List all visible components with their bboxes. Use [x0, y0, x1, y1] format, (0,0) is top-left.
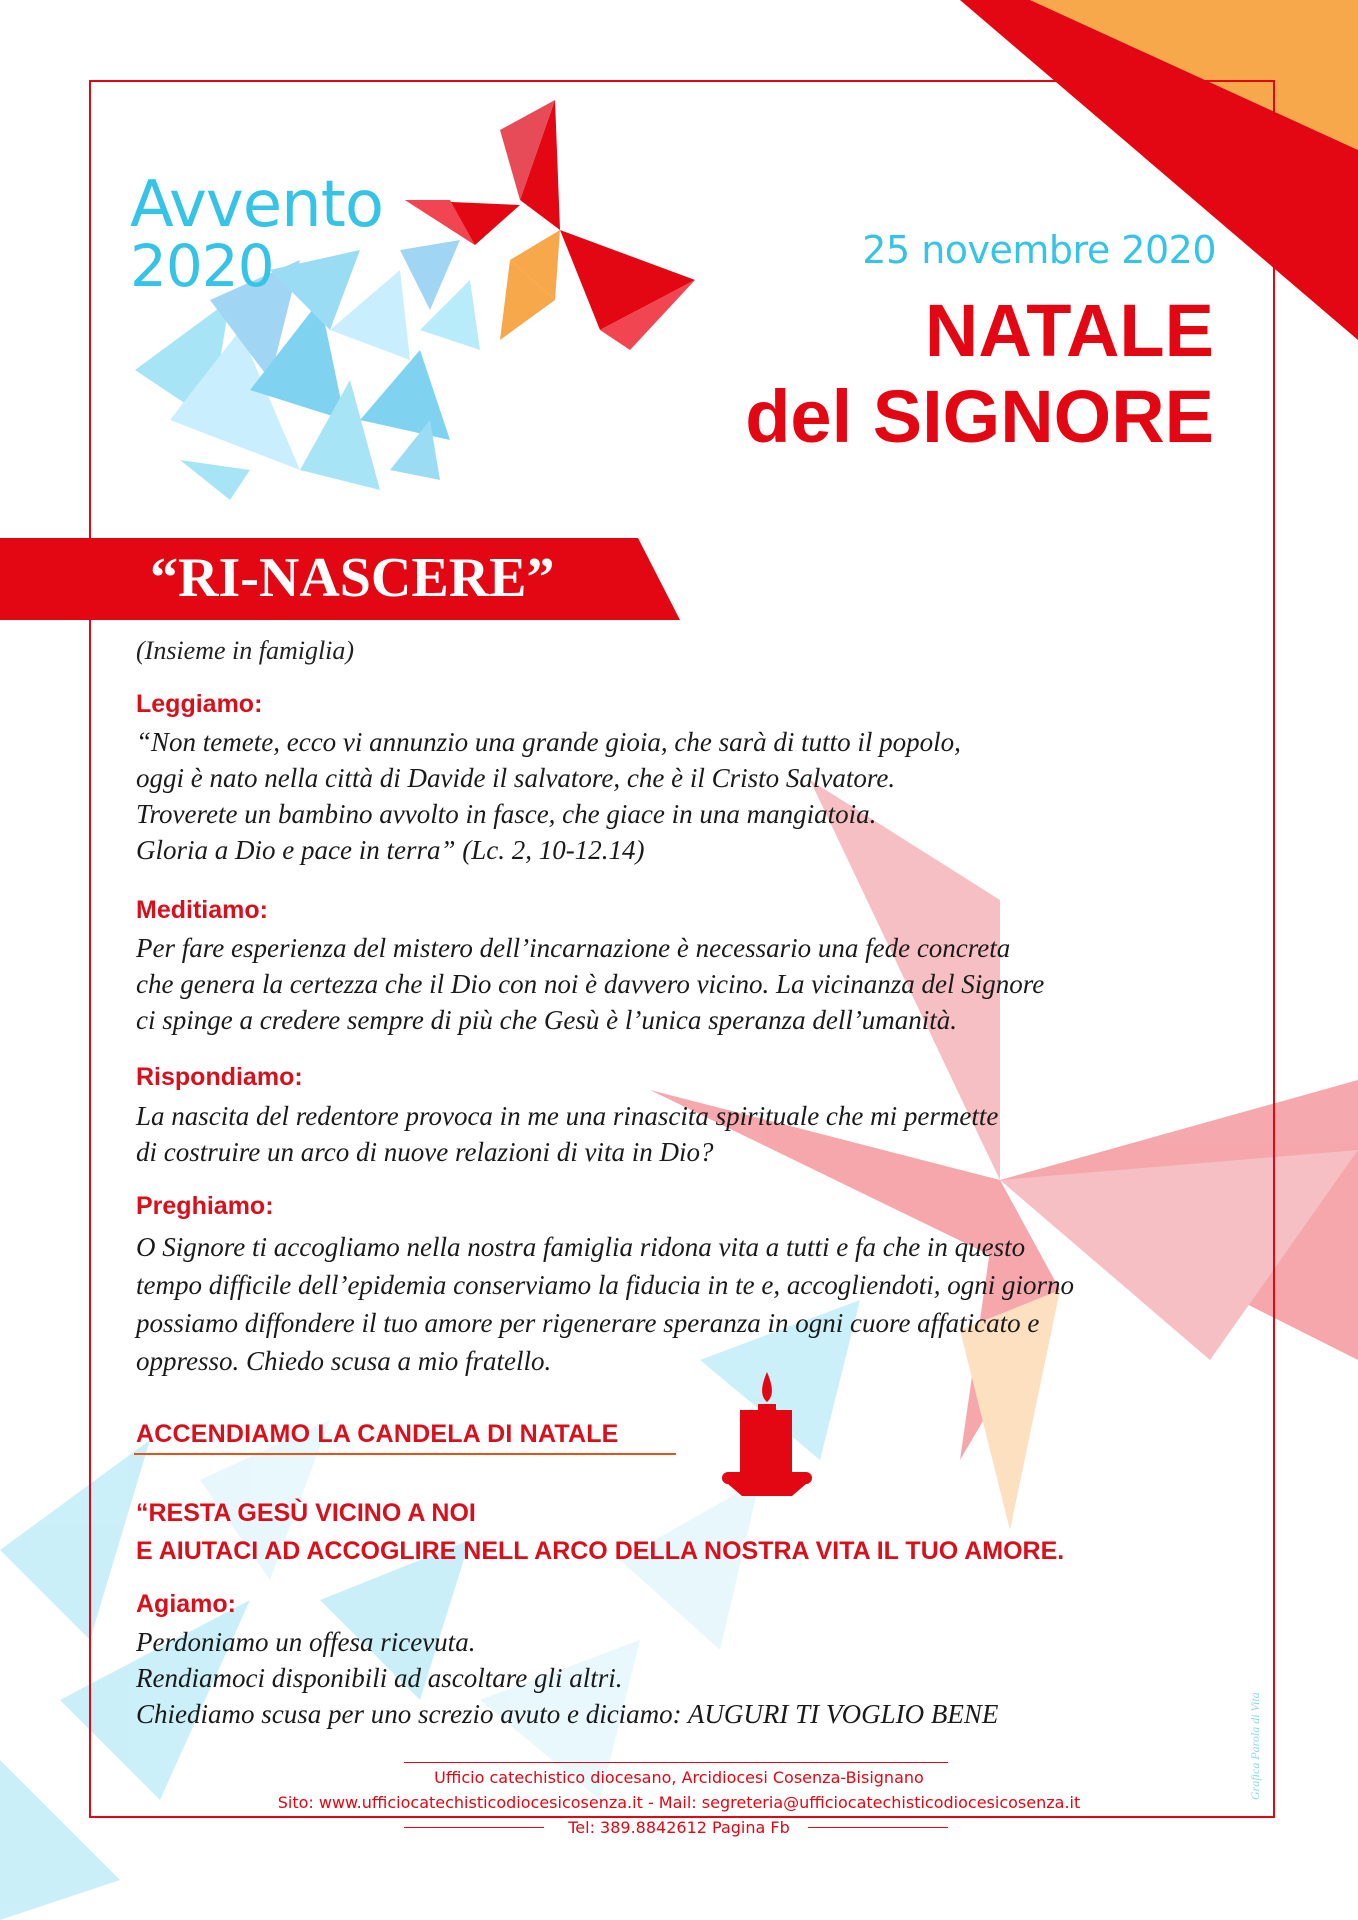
text-line: oggi è nato nella città di Davide il salvatore, che è il Cristo Salvatore.	[136, 763, 896, 793]
text-line: Per fare esperienza del mistero dell’incarnazione è necessario una fede concreta	[136, 933, 1011, 963]
text-line: che genera la certezza che il Dio con noi è davvero vicino. La vicinanza del Signore	[136, 969, 1045, 999]
date-label: 25 novembre 2020	[862, 228, 1216, 272]
section-text-rispondiamo	[136, 1098, 998, 1170]
page-title-line2: del SIGNORE	[745, 375, 1214, 458]
graphic-credit: Grafica Parola di Vita	[1248, 1692, 1262, 1800]
footer-line2: Sito: www.ufficiocatechisticodiocesicosenza.it - Mail: segreteria@ufficiocatechisticodiocesicosenza.it	[277, 1793, 1081, 1812]
candle-prayer	[136, 1494, 1064, 1570]
text-line: O Signore ti accogliamo nella nostra famiglia ridona vita a tutti e fa che in questo	[136, 1232, 1026, 1262]
banner-title: “RI-NASCERE”	[150, 547, 555, 609]
prayer-line: E AIUTACI AD ACCOGLIRE NELL ARCO DELLA NOSTRA VITA IL TUO AMORE.	[136, 1537, 1065, 1565]
footer-line3: Tel: 389.8842612 Pagina Fb	[568, 1818, 790, 1837]
section-heading-agiamo: Agiamo:	[136, 1590, 236, 1618]
section-heading-rispondiamo: Rispondiamo:	[136, 1063, 303, 1091]
text-line: Perdoniamo un offesa ricevuta.	[136, 1627, 476, 1657]
footer-divider-right	[808, 1827, 948, 1828]
section-text-meditiamo	[136, 930, 1044, 1038]
candle-heading-underline	[134, 1453, 676, 1455]
page-title-line1: NATALE	[924, 289, 1214, 372]
logo-avvento-text: Avvento	[130, 168, 383, 242]
section-text-agiamo	[136, 1624, 998, 1732]
section-text-preghiamo	[136, 1228, 1074, 1380]
text-line: oppresso. Chiedo scusa a mio fratello.	[136, 1346, 552, 1376]
logo-year-text: 2020	[130, 232, 274, 300]
text-line: La nascita del redentore provoca in me una rinascita spirituale che mi permette	[136, 1101, 999, 1131]
text-line: Chiediamo scusa per uno screzio avuto e diciamo: AUGURI TI VOGLIO BENE	[136, 1699, 999, 1729]
text-line: Rendiamoci disponibili ad ascoltare gli altri.	[136, 1663, 623, 1693]
candle-heading: ACCENDIAMO LA CANDELA DI NATALE	[136, 1420, 619, 1448]
section-heading-leggiamo: Leggiamo:	[136, 690, 263, 718]
text-line: ci spinge a credere sempre di più che Gesù è l’unica speranza dell’umanità.	[136, 1005, 958, 1035]
prayer-line: “RESTA GESÙ VICINO A NOI	[136, 1499, 476, 1527]
text-line: tempo difficile dell’epidemia conserviamo la fiducia in te e, accogliendoti, ogni giorno	[136, 1270, 1075, 1300]
text-line: di costruire un arco di nuove relazioni di vita in Dio?	[136, 1137, 714, 1167]
section-heading-meditiamo: Meditiamo:	[136, 896, 268, 924]
footer-divider-top	[404, 1762, 948, 1763]
section-text-leggiamo	[136, 724, 961, 868]
footer-line1: Ufficio catechistico diocesano, Arcidiocesi Cosenza-Bisignano	[434, 1768, 924, 1787]
banner-subtitle: (Insieme in famiglia)	[136, 636, 355, 665]
text-line: “Non temete, ecco vi annunzio una grande gioia, che sarà di tutto il popolo,	[136, 727, 961, 757]
text-line: possiamo diffondere il tuo amore per rigenerare speranza in ogni cuore affaticato e	[136, 1308, 1040, 1338]
text-line: Gloria a Dio e pace in terra” (Lc. 2, 10-12.14)	[136, 835, 645, 865]
section-heading-preghiamo: Preghiamo:	[136, 1192, 274, 1220]
text-line: Troverete un bambino avvolto in fasce, che giace in una mangiatoia.	[136, 799, 877, 829]
